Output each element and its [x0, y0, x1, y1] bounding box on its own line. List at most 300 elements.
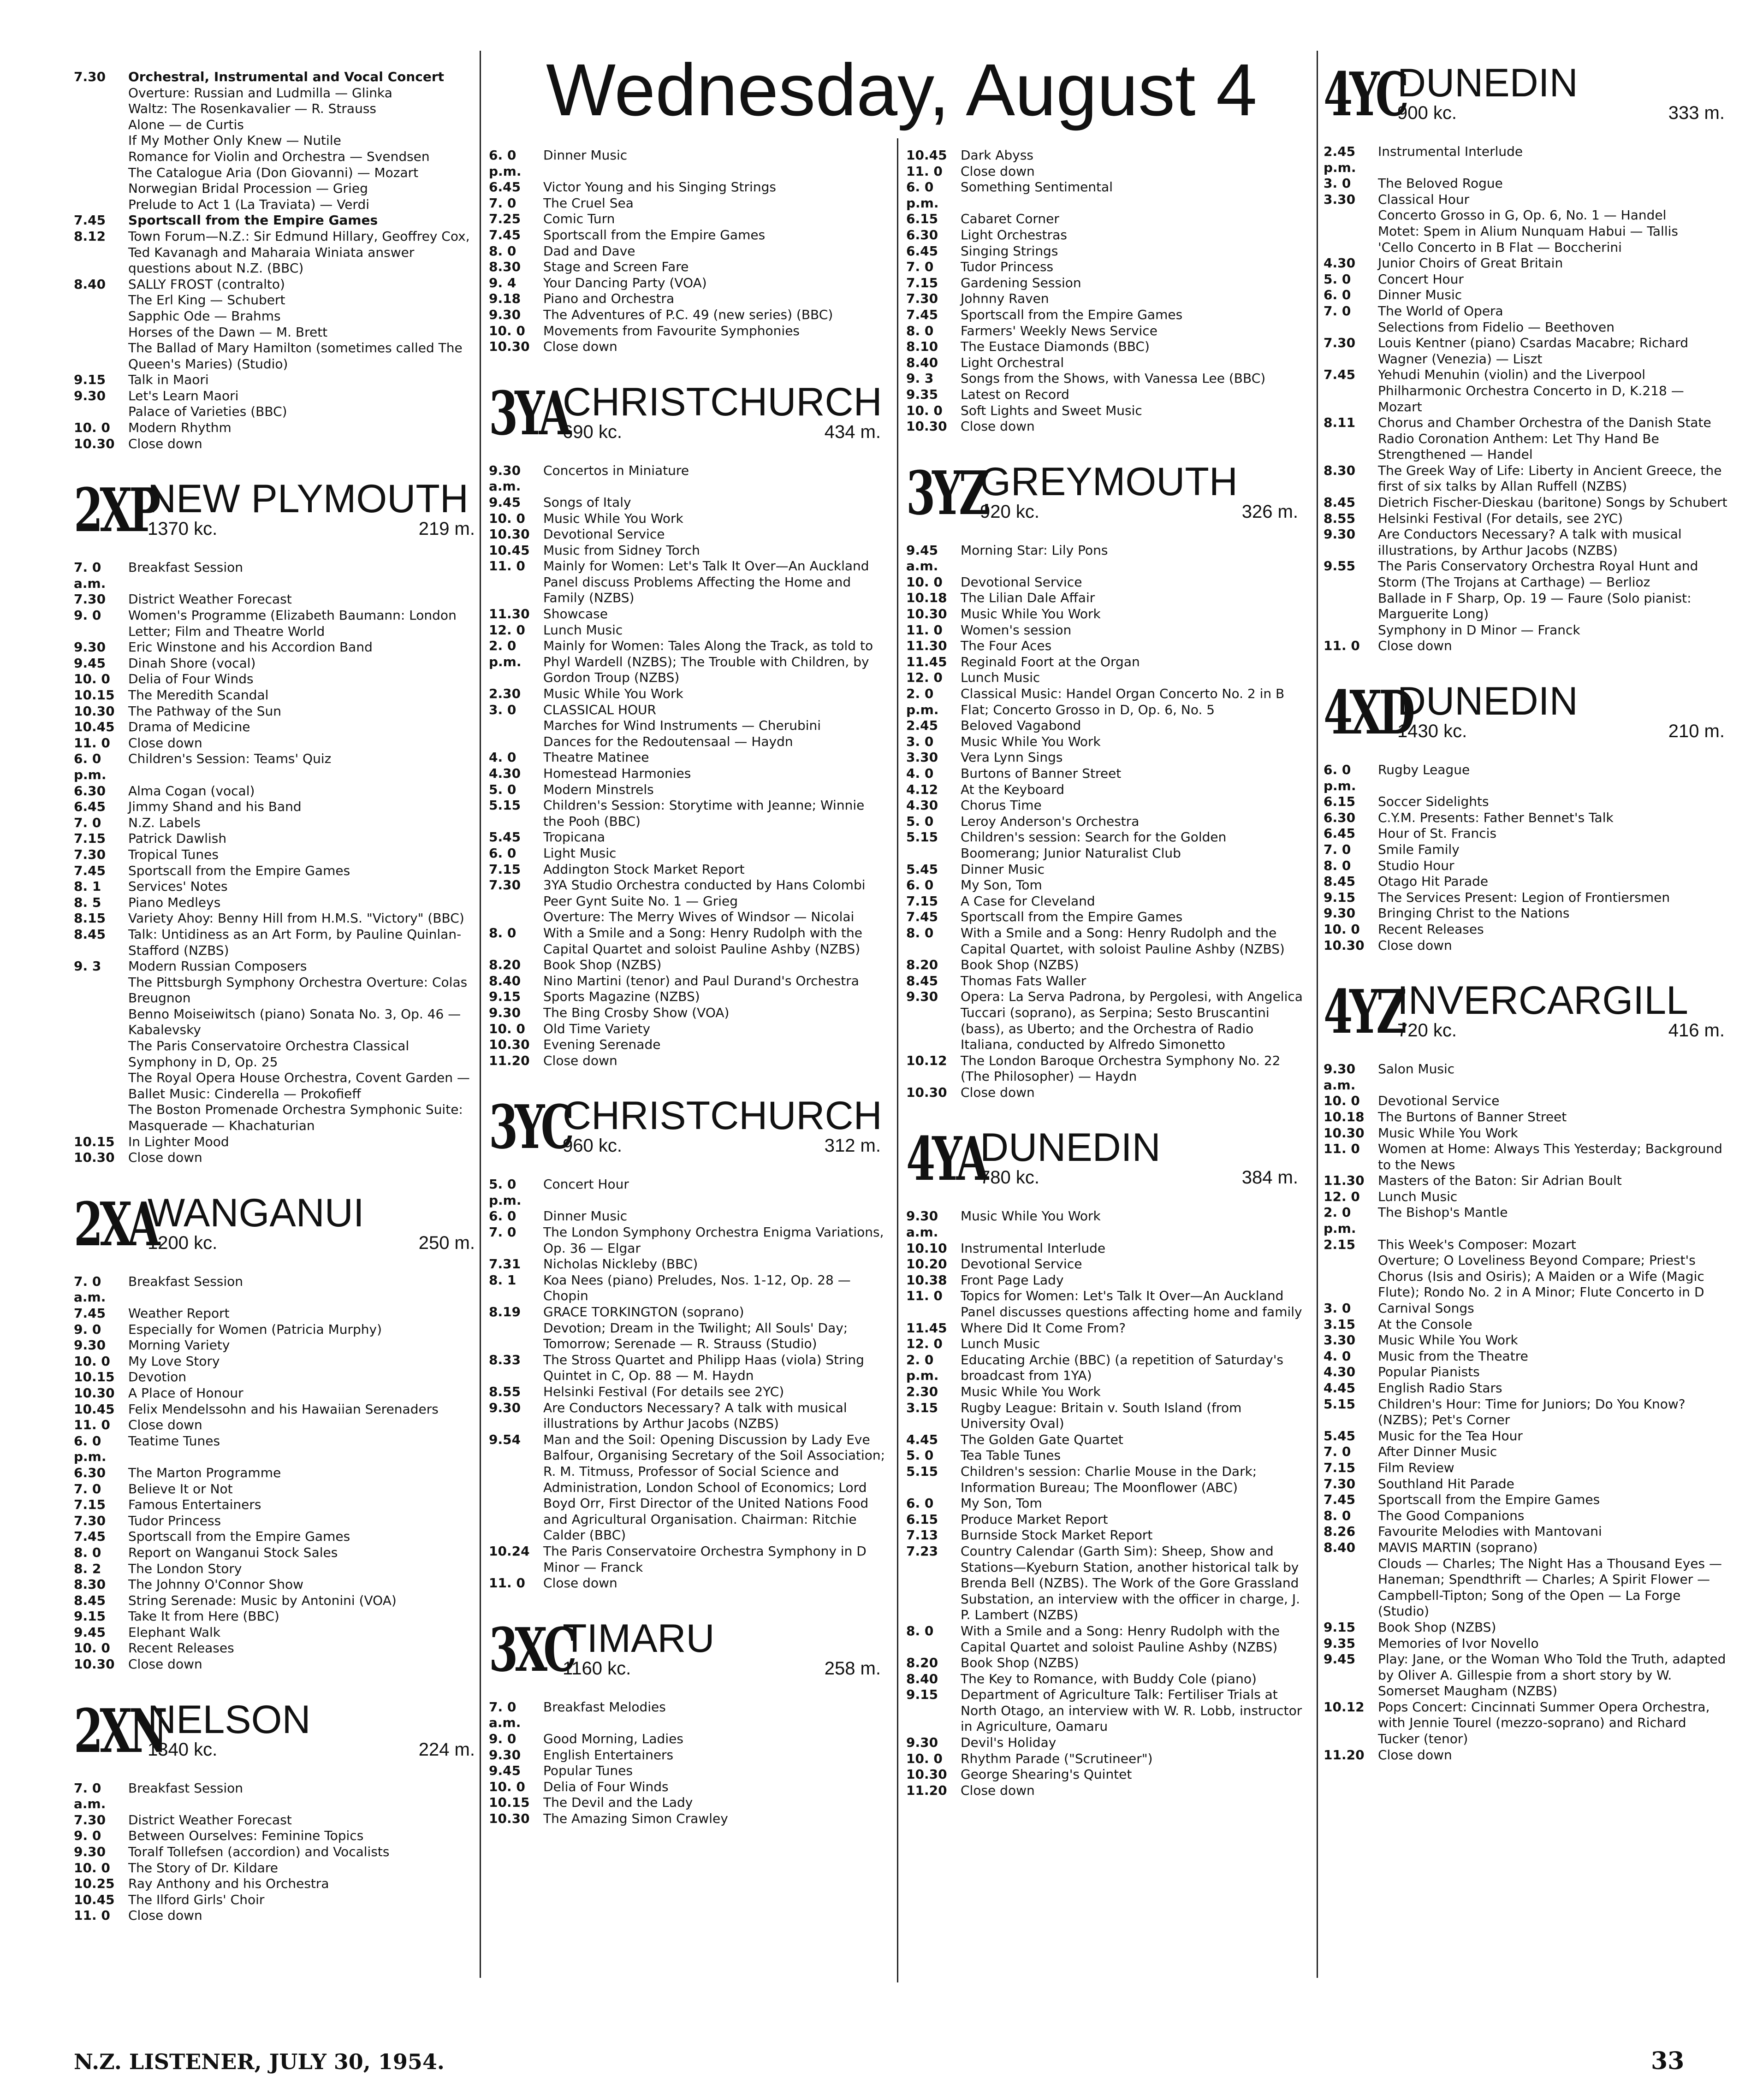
programme-time: 6.15 [906, 211, 938, 227]
programme-time: 5.45 [1324, 1428, 1356, 1443]
programme-item [1324, 144, 1729, 176]
programme-time: 8.33 [489, 1352, 521, 1367]
programme-time: 10.30 [1324, 1125, 1365, 1141]
programme-item [489, 179, 885, 195]
programme-item [489, 925, 885, 957]
programme-item [489, 1352, 885, 1384]
programme-title: Breakfast Session [128, 560, 243, 575]
programme-title: Clouds — Charles; The Night Has a Thousand Eyes — Haneman; Spendthrift — Charles; A Spirit Flower — Campbell-Tipton; Song of the Open — La Forge (Studio) [1378, 1556, 1722, 1619]
programme-item [906, 829, 1303, 861]
programme-item [1324, 1620, 1729, 1636]
programme-time: 10. 0 [74, 1860, 110, 1875]
programme-title: Patrick Dawlish [128, 831, 227, 846]
station-code: 3YC [489, 1092, 571, 1163]
programme-item [906, 164, 1303, 180]
programme-item [906, 275, 1303, 291]
programme-title: Piano Medleys [128, 894, 221, 910]
programme-time: 8. 0 [74, 1544, 101, 1560]
programme-title: At the Console [1378, 1316, 1472, 1332]
programme-item [1324, 272, 1729, 288]
programme-item [74, 1274, 480, 1306]
programme-title: Beloved Vagabond [961, 718, 1081, 734]
programme-item [906, 989, 1303, 1053]
programme-title: A Place of Honour [128, 1385, 243, 1401]
programme-time: 3.30 [1324, 1332, 1356, 1348]
station-header [1324, 60, 1729, 129]
programme-title: Children's Hour: Time for Juniors; Do You Know? (NZBS); Pet's Corner [1378, 1396, 1686, 1428]
programme-item [489, 638, 885, 686]
programme-title: The Four Aces [961, 638, 1052, 654]
programme-time: 10.18 [906, 590, 947, 606]
programme-item [1324, 1173, 1729, 1189]
programme-item [906, 291, 1303, 307]
programme-time: 4.30 [489, 766, 521, 781]
station-code: 4XD [1324, 677, 1412, 748]
programme-item [1324, 1349, 1729, 1365]
programme-title: Women's Programme (Elizabeth Baumann: London Letter; Film and Theatre World [128, 608, 457, 639]
programme-title: Department of Agriculture Talk: Fertiliser Trials at North Otago, an interview with W. R. Lobb, instructor in Agriculture, Oamaru [961, 1687, 1302, 1734]
programme-time: 11. 0 [489, 1575, 525, 1591]
programme-title: Tudor Princess [128, 1513, 221, 1528]
programme-title: Tropicana [543, 829, 605, 845]
programme-time: 6.45 [74, 799, 106, 815]
programme-time: 9.30 [489, 1747, 521, 1763]
programme-item [906, 1751, 1303, 1767]
programme-title: The London Baroque Orchestra Symphony No. 22 (The Philosopher) — Haydn [961, 1053, 1281, 1084]
programme-time: 3.15 [906, 1400, 938, 1415]
programme-item [74, 1006, 480, 1038]
programme-time: 11. 0 [906, 163, 943, 179]
programme-item [1324, 495, 1729, 511]
programme-time: 6.30 [1324, 810, 1356, 825]
programme-item [906, 1735, 1303, 1751]
programme-title: Light Orchestras [961, 227, 1067, 243]
programme-time: 10. 0 [489, 510, 525, 526]
programme-title: Orchestral, Instrumental and Vocal Concert [128, 69, 445, 84]
programme-time: 9. 3 [74, 958, 101, 974]
programme-item [489, 1575, 885, 1591]
programme-time: 6. 0 [906, 877, 934, 893]
programme-item [906, 1544, 1303, 1623]
programme-item [74, 719, 480, 735]
station-header [74, 1697, 480, 1766]
programme-item [489, 495, 885, 511]
station-city: CHRISTCHURCH [563, 379, 882, 424]
programme-item [906, 1336, 1303, 1352]
programme-time: 9.30 [1324, 526, 1356, 542]
programme-title: Bringing Christ to the Nations [1378, 905, 1570, 921]
publication-footer: N.Z. LISTENER, JULY 30, 1954. [74, 2049, 445, 2074]
programme-title: Breakfast Session [128, 1273, 243, 1289]
programme-time: 10. 0 [74, 1353, 110, 1369]
programme-time: 2. 0 p.m. [489, 638, 522, 669]
programme-title: Take It from Here (BBC) [128, 1609, 279, 1624]
column-rule [1317, 51, 1318, 1978]
programme-item [1324, 1699, 1729, 1747]
programme-time: 7. 0 a.m. [74, 1780, 106, 1812]
programme-time: 10.30 [74, 703, 115, 719]
programme-item [906, 1384, 1303, 1400]
programme-time: 8.45 [74, 926, 106, 942]
programme-title: Close down [961, 1084, 1035, 1100]
programme-item [74, 1545, 480, 1561]
programme-item [74, 656, 480, 672]
programme-title: The Catalogue Aria (Don Giovanni) — Mozart [128, 165, 419, 180]
programme-time: 7. 0 a.m. [489, 1699, 521, 1731]
programme-title: Chorus and Chamber Orchestra of the Danish State Radio Coronation Anthem: Let Thy Hand Be Strengthened — Handel [1378, 415, 1711, 462]
programme-time: 11.30 [1324, 1173, 1365, 1189]
station-city: NEW PLYMOUTH [148, 477, 469, 521]
programme-time: 7.30 [1324, 1476, 1356, 1491]
programme-time: 10.12 [1324, 1699, 1365, 1715]
programme-time: 9. 4 [489, 275, 516, 290]
programme-title: Showcase [543, 606, 608, 622]
programme-title: Koa Nees (piano) Preludes, Nos. 1-12, Op. 28 — Chopin [543, 1272, 851, 1304]
programme-time: 6.15 [906, 1511, 938, 1527]
programme-title: Country Calendar (Garth Sim): Sheep, Show and Stations—Kyeburn Station, another historical talk by Brenda Bell (NZBS). The Work of the Gore Grassland Substation, an interview with the officer in charge, J. P. Lambert (NZBS) [961, 1543, 1300, 1623]
programme-time: 10.38 [906, 1272, 947, 1288]
programme-item [1324, 905, 1729, 922]
programme-time: 4.12 [906, 781, 938, 797]
programme-title: SALLY FROST (contralto) [128, 276, 285, 292]
programme-title: Music While You Work [543, 510, 683, 526]
programme-title: Dad and Dave [543, 243, 635, 259]
programme-item [1324, 922, 1729, 938]
programme-title: Close down [128, 735, 202, 751]
programme-title: Book Shop (NZBS) [961, 957, 1079, 973]
programme-time: 10.20 [906, 1256, 947, 1272]
programme-item [906, 782, 1303, 798]
programme-time: 10.15 [74, 687, 115, 703]
programme-title: Homestead Harmonies [543, 766, 691, 781]
programme-title: Hour of St. Francis [1378, 826, 1497, 841]
programme-time: 8. 0 [489, 243, 516, 259]
programme-item [74, 1417, 480, 1433]
programme-time: 7.45 [906, 909, 938, 925]
programme-item [489, 1763, 885, 1779]
programme-item [1324, 1317, 1729, 1333]
programme-item [74, 958, 480, 975]
programme-title: My Son, Tom [961, 877, 1042, 893]
programme-item [906, 877, 1303, 893]
programme-title: Between Ourselves: Feminine Topics [128, 1828, 364, 1844]
programme-time: 10. 0 [74, 1640, 110, 1656]
programme-time: 2.45 p.m. [1324, 144, 1356, 175]
programme-title: Chorus Time [961, 798, 1042, 813]
programme-title: English Radio Stars [1378, 1380, 1502, 1396]
programme-title: Ray Anthony and his Orchestra [128, 1876, 329, 1892]
programme-time: 9.15 [1324, 889, 1356, 905]
programme-item [906, 387, 1303, 403]
programme-item [489, 686, 885, 702]
programme-time: 9.30 a.m. [906, 1208, 938, 1240]
programme-time: 10. 0 [1324, 921, 1360, 937]
programme-time: 9.30 [74, 1844, 106, 1860]
station-city: NELSON [148, 1697, 311, 1742]
programme-time: 11. 0 [74, 1908, 110, 1923]
programme-time: 7. 0 [1324, 1444, 1351, 1460]
programme-title: Symphony in D Minor — Franck [1378, 622, 1580, 638]
programme-title: Dietrich Fischer-Dieskau (baritone) Songs by Schubert [1378, 495, 1727, 510]
programme-title: Concerto Grosso in G, Op. 6, No. 1 — Handel [1378, 207, 1667, 223]
programme-title: Concert Hour [543, 1177, 629, 1192]
programme-time: 7.30 [74, 1513, 106, 1528]
programme-title: The Lilian Dale Affair [961, 590, 1095, 606]
programme-title: Drama of Medicine [128, 719, 250, 735]
programme-title: Instrumental Interlude [961, 1240, 1106, 1256]
programme-item [1324, 874, 1729, 890]
programme-time: 7.30 [489, 877, 521, 893]
programme-title: The London Symphony Orchestra Enigma Variations, Op. 36 — Elgar [543, 1225, 884, 1256]
programme-time: 5. 0 [906, 1448, 934, 1463]
programme-time: 6.45 [489, 179, 521, 195]
programme-item [74, 1656, 480, 1673]
programme-item [906, 403, 1303, 419]
column-3 [906, 148, 1303, 1798]
programme-title: The Ballad of Mary Hamilton (sometimes called The Queen's Maries) (Studio) [128, 340, 463, 372]
programme-item [906, 339, 1303, 355]
programme-time: 12. 0 [1324, 1189, 1360, 1204]
programme-title: Toralf Tollefsen (accordion) and Vocalists [128, 1844, 390, 1860]
programme-title: My Love Story [128, 1353, 220, 1369]
programme-title: Close down [961, 419, 1035, 434]
programme-time: 10. 0 [1324, 1093, 1360, 1109]
programme-item [74, 325, 480, 341]
programme-item [1324, 810, 1729, 826]
programme-item [489, 989, 885, 1005]
programme-item [74, 1625, 480, 1641]
station-city: TIMARU [563, 1616, 715, 1661]
programme-title: Music While You Work [961, 734, 1101, 749]
programme-time: 9. 0 [74, 1321, 101, 1337]
programme-item [906, 814, 1303, 830]
programme-time: 10.45 [74, 1401, 115, 1417]
programme-time: 12. 0 [489, 622, 525, 638]
programme-title: The Adventures of P.C. 49 (new series) (BBC) [543, 307, 833, 322]
programme-time: 8.40 [489, 973, 521, 988]
station-city: WANGANUI [148, 1190, 364, 1235]
station-wavelength: 326 m. [1241, 501, 1298, 522]
station-frequency: 900 kc. [1397, 103, 1457, 123]
programme-title: Children's session: Search for the Golden Boomerang; Junior Naturalist Club [961, 829, 1227, 861]
column-1 [74, 69, 480, 1924]
programme-title: Concertos in Miniature [543, 462, 689, 478]
programme-title: The Devil and the Lady [543, 1795, 693, 1810]
station-city: CHRISTCHURCH [563, 1094, 882, 1138]
programme-time: 7. 0 a.m. [74, 560, 106, 591]
programme-title: Songs from the Shows, with Vanessa Lee (BBC) [961, 371, 1266, 386]
programme-time: 11.20 [489, 1053, 530, 1068]
programme-time: 7.15 [74, 1497, 106, 1513]
programme-title: Breakfast Session [128, 1780, 243, 1796]
programme-time: 7.13 [906, 1527, 938, 1543]
programme-title: Devotional Service [1378, 1093, 1500, 1109]
programme-title: Close down [128, 1150, 202, 1165]
programme-item [906, 1687, 1303, 1735]
programme-time: 11.30 [906, 638, 947, 654]
programme-title: 3YA Studio Orchestra conducted by Hans Colombi [543, 877, 866, 893]
programme-title: Your Dancing Party (VOA) [543, 275, 707, 290]
programme-time: 9.45 a.m. [906, 542, 938, 574]
programme-item [489, 909, 885, 925]
programme-title: Concert Hour [1378, 271, 1464, 287]
programme-title: Breakfast Melodies [543, 1699, 666, 1715]
programme-item [1324, 1301, 1729, 1317]
programme-item [1324, 335, 1729, 367]
station-frequency: 1200 kc. [148, 1232, 218, 1253]
programme-item [489, 259, 885, 275]
programme-item [74, 1369, 480, 1385]
station-frequency: 720 kc. [1397, 1020, 1457, 1041]
programme-item [1324, 1444, 1729, 1460]
programme-title: Play: Jane, or the Woman Who Told the Truth, adapted by Oliver A. Gillespie from a short story by W. Somerset Maugham (NZBS) [1378, 1651, 1726, 1699]
programme-item [906, 1527, 1303, 1544]
programme-title: Rugby League [1378, 762, 1470, 777]
programme-time: 8.20 [906, 1655, 938, 1671]
programme-time: 6. 0 p.m. [489, 148, 522, 179]
programme-item [906, 909, 1303, 925]
station-wavelength: 224 m. [418, 1739, 475, 1760]
programme-item [906, 766, 1303, 782]
programme-time: 9.30 [906, 1735, 938, 1751]
programme-item [74, 927, 480, 958]
station-code: 3YZ [906, 457, 986, 528]
programme-time: 8.40 [906, 1671, 938, 1686]
programme-time: 9.45 [74, 655, 106, 671]
programme-title: Old Time Variety [543, 1021, 651, 1036]
programme-time: 4.30 [906, 798, 938, 813]
station-header [74, 476, 480, 545]
programme-time: 10. 0 [906, 402, 943, 418]
programme-item [74, 735, 480, 751]
programme-title: Believe It or Not [128, 1481, 233, 1497]
programme-time: 6.30 [74, 783, 106, 799]
station-header [74, 1190, 480, 1259]
programme-title: Theatre Matinee [543, 750, 649, 765]
programme-time: 11. 0 [1324, 1141, 1360, 1157]
programme-title: Peer Gynt Suite No. 1 — Grieg [543, 893, 738, 909]
programme-item [74, 404, 480, 420]
programme-time: 7.45 [1324, 1492, 1356, 1508]
programme-title: Stage and Screen Fare [543, 259, 689, 275]
programme-time: 3. 0 [906, 734, 934, 749]
programme-title: Let's Learn Maori [128, 388, 239, 403]
programme-title: The Pathway of the Sun [128, 703, 282, 719]
station-frequency: 780 kc. [980, 1167, 1039, 1188]
programme-item [74, 895, 480, 911]
programme-time: 5. 0 [1324, 271, 1351, 287]
programme-time: 8.55 [489, 1384, 521, 1399]
programme-item [1324, 1508, 1729, 1524]
programme-item [1324, 176, 1729, 192]
programme-title: Pops Concert: Cincinnati Summer Opera Orchestra, with Jennie Tourel (mezzo-soprano) and Richard Tucker (tenor) [1378, 1699, 1710, 1747]
programme-title: Devotion; Dream in the Twilight; All Souls' Day; Tomorrow; Serenade — R. Strauss (Studio) [543, 1320, 848, 1352]
programme-item [74, 783, 480, 799]
programme-time: 11. 0 [74, 1417, 110, 1433]
programme-title: Sportscall from the Empire Games [961, 307, 1183, 322]
programme-item [74, 165, 480, 181]
programme-title: Masters of the Baton: Sir Adrian Boult [1378, 1173, 1622, 1189]
programme-time: 6. 0 p.m. [74, 751, 107, 782]
programme-time: 10. 0 [906, 1751, 943, 1766]
programme-item [489, 893, 885, 910]
programme-time: 6. 0 [1324, 287, 1351, 303]
programme-title: Carnival Songs [1378, 1301, 1474, 1316]
programme-item [489, 1256, 885, 1272]
programme-title: Something Sentimental [961, 179, 1113, 195]
programme-item [1324, 558, 1729, 590]
programme-title: Memories of Ivor Novello [1378, 1635, 1539, 1651]
programme-item [74, 340, 480, 372]
programme-title: Soccer Sidelights [1378, 794, 1489, 810]
programme-title: Louis Kentner (piano) Csardas Macabre; Richard Wagner (Venezia) — Liszt [1378, 335, 1689, 367]
programme-item [74, 1860, 480, 1876]
programme-time: 2. 0 p.m. [906, 1352, 939, 1384]
station-city: DUNEDIN [1397, 679, 1578, 723]
programme-time: 5.15 [906, 829, 938, 845]
programme-time: 8.40 [1324, 1539, 1356, 1555]
programme-item [489, 877, 885, 893]
programme-item [906, 1432, 1303, 1448]
programme-title: Book Shop (NZBS) [1378, 1619, 1496, 1635]
programme-item [906, 718, 1303, 734]
programme-item [74, 436, 480, 452]
programme-title: 'Cello Concerto in B Flat — Boccherini [1378, 239, 1622, 255]
programme-title: Instrumental Interlude [1378, 144, 1523, 159]
programme-time: 7.45 [74, 1306, 106, 1321]
programme-title: Popular Tunes [543, 1763, 633, 1779]
programme-title: The Eustace Diamonds (BBC) [961, 339, 1150, 355]
programme-item [74, 1102, 480, 1134]
programme-item [906, 1496, 1303, 1512]
programme-item [74, 133, 480, 149]
programme-time: 10.15 [489, 1795, 530, 1810]
programme-time: 8.20 [906, 957, 938, 973]
programme-time: 10.30 [74, 1385, 115, 1401]
programme-item [1324, 762, 1729, 794]
programme-time: 11. 0 [74, 735, 110, 751]
station-wavelength: 312 m. [824, 1136, 881, 1156]
programme-title: Sportscall from the Empire Games [543, 227, 766, 243]
programme-title: Talk: Untidiness as an Art Form, by Pauline Quinlan-Stafford (NZBS) [128, 926, 462, 958]
station-frequency: 920 kc. [980, 501, 1039, 522]
programme-item [489, 702, 885, 718]
programme-title: Music from the Theatre [1378, 1348, 1528, 1364]
programme-time: 9. 3 [906, 371, 934, 386]
programme-item [489, 734, 885, 750]
programme-item [489, 606, 885, 622]
programme-time: 9.30 [74, 1337, 106, 1353]
programme-title: Music While You Work [1378, 1125, 1518, 1141]
programme-title: Overture: Russian and Ludmilla — Glinka [128, 85, 392, 101]
programme-title: Devotional Service [961, 1256, 1082, 1272]
programme-title: Women at Home: Always This Yesterday; Background to the News [1378, 1141, 1722, 1172]
programme-item [489, 543, 885, 559]
programme-time: 10.30 [1324, 937, 1365, 953]
station-city: DUNEDIN [1397, 61, 1578, 105]
programme-item [906, 1256, 1303, 1272]
programme-item [1324, 511, 1729, 527]
programme-item [489, 1544, 885, 1575]
programme-time: 11. 0 [906, 622, 943, 638]
programme-title: Burtons of Banner Street [961, 766, 1122, 781]
programme-time: 6. 0 [906, 1496, 934, 1511]
programme-time: 8. 0 [906, 1623, 934, 1639]
programme-item [489, 1053, 885, 1069]
programme-time: 2.15 [1324, 1236, 1356, 1252]
programme-title: Thomas Fats Waller [961, 973, 1086, 988]
programme-item [489, 829, 885, 846]
